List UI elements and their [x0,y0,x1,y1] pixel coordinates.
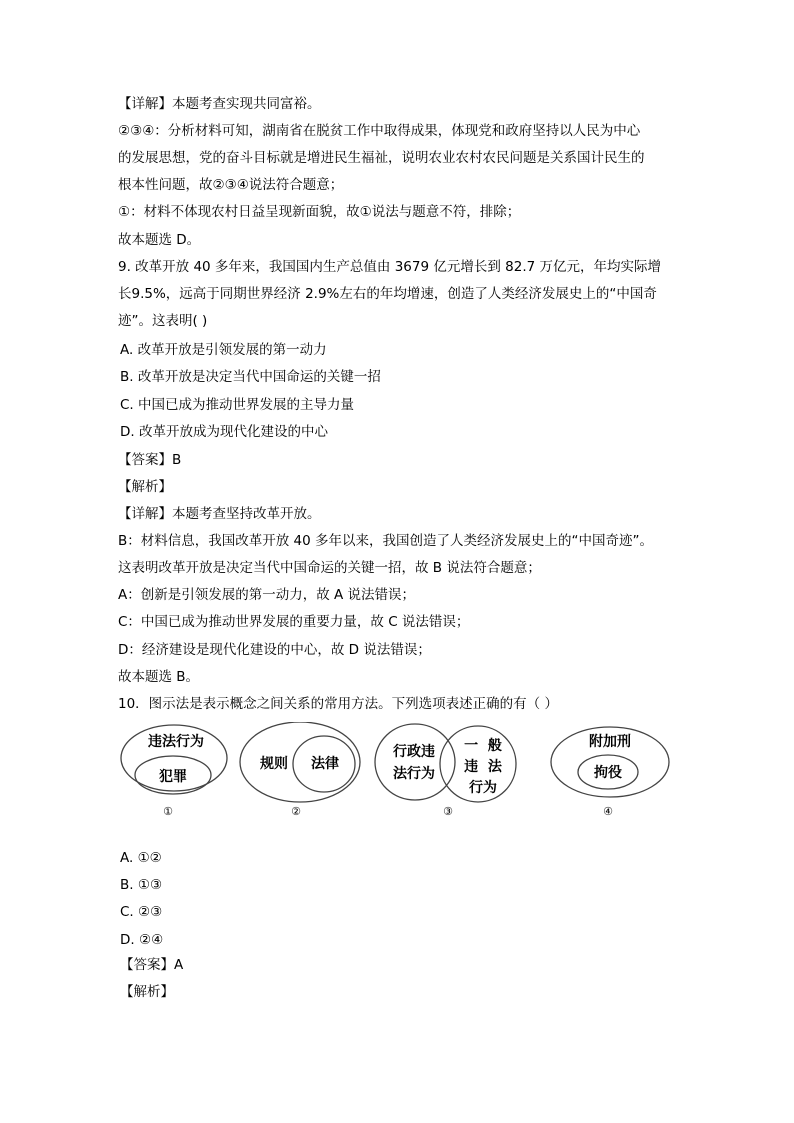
text-line: D. ②④ [120,932,164,948]
text-line: ①：材料不体现农村日益呈现新面貌，故①说法与题意不符，排除； [118,204,521,220]
text-line: C. ②③ [120,904,163,920]
text-line: B：材料信息，我国改革开放 40 多年以来，我国创造了人类经济发展史上的“中国奇迹”。 [118,533,654,549]
text-line: D：经济建设是现代化建设的中心，故 D 说法错误； [118,642,431,658]
text-line: 【答案】B [118,452,182,468]
text-line: B. ①③ [120,877,163,893]
diagram-4-label: ④ [603,805,613,818]
text-line: B. 改革开放是决定当代中国命运的关键一招 [120,369,381,385]
text-line: 这表明改革开放是决定当代中国命运的关键一招，故 B 说法符合题意； [118,560,541,576]
diagram-3-right-line1: 一 般 [464,738,502,754]
diagram-4-outer: 附加刑 [589,734,631,750]
text-line: 长9.5%，远高于同期世界经济 2.9%左右的年均增速，创造了人类经济发展史上的“中国奇 [118,286,657,302]
text-line: 【解析】 [120,984,174,1000]
diagram-3 [375,724,516,818]
text-line: C. 中国已成为推动世界发展的主导力量 [120,397,355,413]
text-line: ②③④：分析材料可知，湖南省在脱贫工作中取得成果，体现党和政府坚持以人民为中心 [118,123,641,139]
text-line: 【详解】本题考查实现共同富裕。 [118,96,321,112]
text-line: D. 改革开放成为现代化建设的中心 [120,424,328,440]
diagram-2 [240,722,360,818]
diagram-3-label: ③ [443,805,453,818]
diagram-1-label: ① [163,805,173,818]
text-line: A. ①② [120,850,162,866]
text-line: 故本题选 B。 [118,669,200,685]
text-line: 故本题选 D。 [118,232,201,248]
diagram-1-inner: 犯罪 [159,769,187,785]
diagram-2-inner: 法律 [311,756,339,772]
text-line: A：创新是引领发展的第一动力，故 A 说法错误； [118,587,416,603]
diagram-1 [121,725,227,818]
text-line: 10．图示法是表示概念之间关系的常用方法。下列选项表述正确的有（ ） [118,696,558,712]
diagram-4-inner: 拘役 [594,765,622,781]
text-line: 【解析】 [118,479,172,495]
text-line: 迹”。这表明( ) [118,313,208,329]
diagram-3-left-line1: 行政违 [393,744,435,760]
text-line: 【答案】A [120,957,184,973]
text-line: 根本性问题，故②③④说法符合题意； [118,177,344,193]
text-line: 的发展思想，党的奋斗目标就是增进民生福祉，说明农业农村农民问题是关系国计民生的 [118,150,645,166]
text-line: 【详解】本题考查坚持改革开放。 [118,506,321,522]
diagram-4 [551,727,669,818]
text-line: C：中国已成为推动世界发展的重要力量，故 C 说法错误； [118,614,470,630]
concept-diagrams [118,722,678,822]
diagram-3-left-line2: 法行为 [393,766,435,782]
text-line: 9. 改革开放 40 多年来，我国国内生产总值由 3679 亿元增长到 82.7 万亿元，年均实际增 [118,259,662,275]
diagram-2-outer: 规则 [260,756,288,772]
diagram-3-right-line2: 违 法 [464,759,502,775]
diagram-3-right-line3: 行为 [469,780,497,796]
diagram-1-outer: 违法行为 [148,734,204,750]
text-line: A. 改革开放是引领发展的第一动力 [120,342,327,358]
diagram-2-label: ② [291,805,301,818]
